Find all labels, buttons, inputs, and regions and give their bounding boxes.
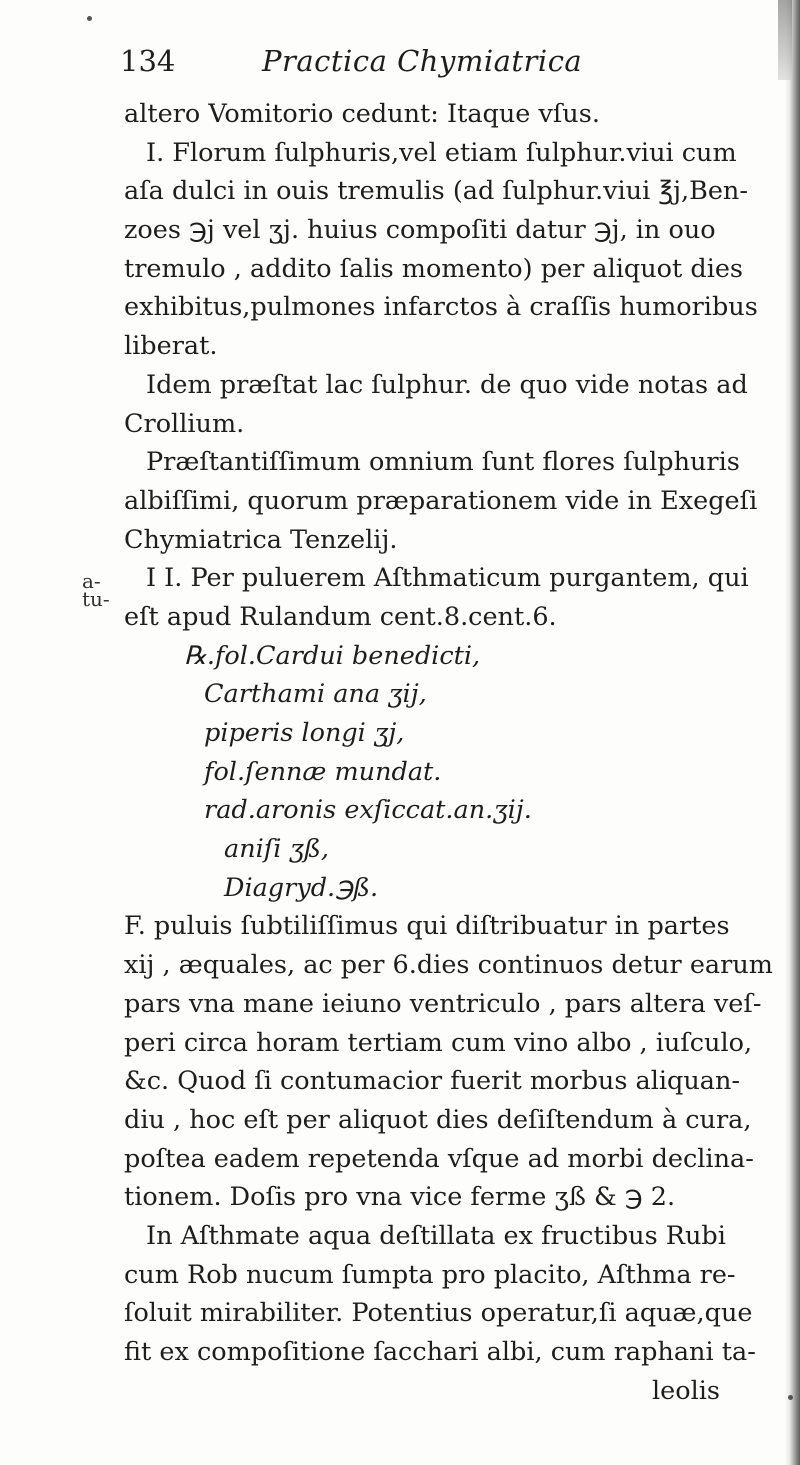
body-text xyxy=(124,95,773,1410)
text-line: tremulo , addito ſalis momento) per aliquot dies xyxy=(124,253,744,284)
text-line: xij , æquales, ac per 6.dies continuos detur earum xyxy=(124,950,773,981)
text-line: pars vna mane ieiuno ventriculo , pars altera veſ- xyxy=(124,988,762,1019)
text-line: Crollium. xyxy=(124,408,245,439)
text-line: cum Rob nucum ſumpta pro placito, Aſthma re- xyxy=(124,1259,736,1290)
text-line: &c. Quod ſi contumacior fuerit morbus aliquan- xyxy=(124,1066,741,1097)
running-title: Practica Chymiatrica xyxy=(262,44,583,78)
margin-note-line: a- xyxy=(82,569,101,593)
margin-note xyxy=(82,569,110,611)
ink-speck xyxy=(87,16,92,21)
text-line: exhibitus,pulmones infarctos à craſſis humoribus xyxy=(124,292,758,323)
page-edge-artifact xyxy=(778,0,792,80)
page-number: 134 xyxy=(120,44,176,78)
text-line: albiſſimi, quorum præparationem vide in Exegeſi xyxy=(124,485,758,516)
text-line: Idem præſtat lac ſulphur. de quo vide notas ad xyxy=(146,369,748,400)
text-line: I I. Per puluerem Aſthmaticum purgantem, qui xyxy=(146,563,749,594)
text-line: poſtea eadem repetenda vſque ad morbi declina- xyxy=(124,1143,754,1174)
text-line: diu , hoc eſt per aliquot dies deſiſtendum à cura, xyxy=(124,1104,752,1135)
text-line: In Aſthmate aqua deſtillata ex fructibus Rubi xyxy=(146,1220,726,1251)
text-line: peri circa horam tertiam cum vino albo , iuſculo, xyxy=(124,1027,753,1058)
text-line: liberat. xyxy=(124,331,218,362)
text-line: ſoluit mirabiliter. Potentius operatur,ſi aquæ,que xyxy=(124,1298,753,1329)
text-line: Præſtantiſſimum omnium ſunt flores ſulphuris xyxy=(146,447,740,478)
recipe-line: Diagryd.℈ß. xyxy=(224,872,379,903)
margin-note-line: tu- xyxy=(82,587,110,611)
text-line: Chymiatrica Tenzelij. xyxy=(124,524,398,555)
ink-speck xyxy=(788,1395,793,1400)
recipe-line: piperis longi ʒj, xyxy=(204,718,405,748)
recipe-line: aniſi ʒß, xyxy=(224,834,330,865)
text-line: tionem. Doſis pro vna vice ferme ʒß & ℈ 2. xyxy=(124,1182,676,1213)
text-line: altero Vomitorio cedunt: Itaque vſus. xyxy=(124,99,600,129)
text-line: zoes ℈j vel ʒj. huius compoſiti datur ℈j, in ouo xyxy=(124,215,716,246)
recipe-line: ℞.fol.Cardui benedicti, xyxy=(184,640,481,671)
catchword: leolis xyxy=(652,1375,720,1406)
text-line: eſt apud Rulandum cent.8.cent.6. xyxy=(124,601,557,632)
page-edge-shadow xyxy=(784,0,800,1465)
recipe-line: rad.aronis exſiccat.an.ʒij. xyxy=(204,795,532,826)
text-line: aſa dulci in ouis tremulis (ad ſulphur.viui ℥j,Ben- xyxy=(124,176,748,207)
recipe-line: Carthami ana ʒij, xyxy=(204,679,427,710)
page-header xyxy=(100,44,700,94)
text-line: I. Florum ſulphuris,vel etiam ſulphur.viui cum xyxy=(146,137,737,168)
text-line: F. puluis ſubtiliſſimus qui diſtribuatur in partes xyxy=(124,911,730,942)
recipe-line: fol.ſennæ mundat. xyxy=(204,756,442,787)
text-line: fit ex compoſitione ſacchari albi, cum raphani ta- xyxy=(124,1337,756,1367)
